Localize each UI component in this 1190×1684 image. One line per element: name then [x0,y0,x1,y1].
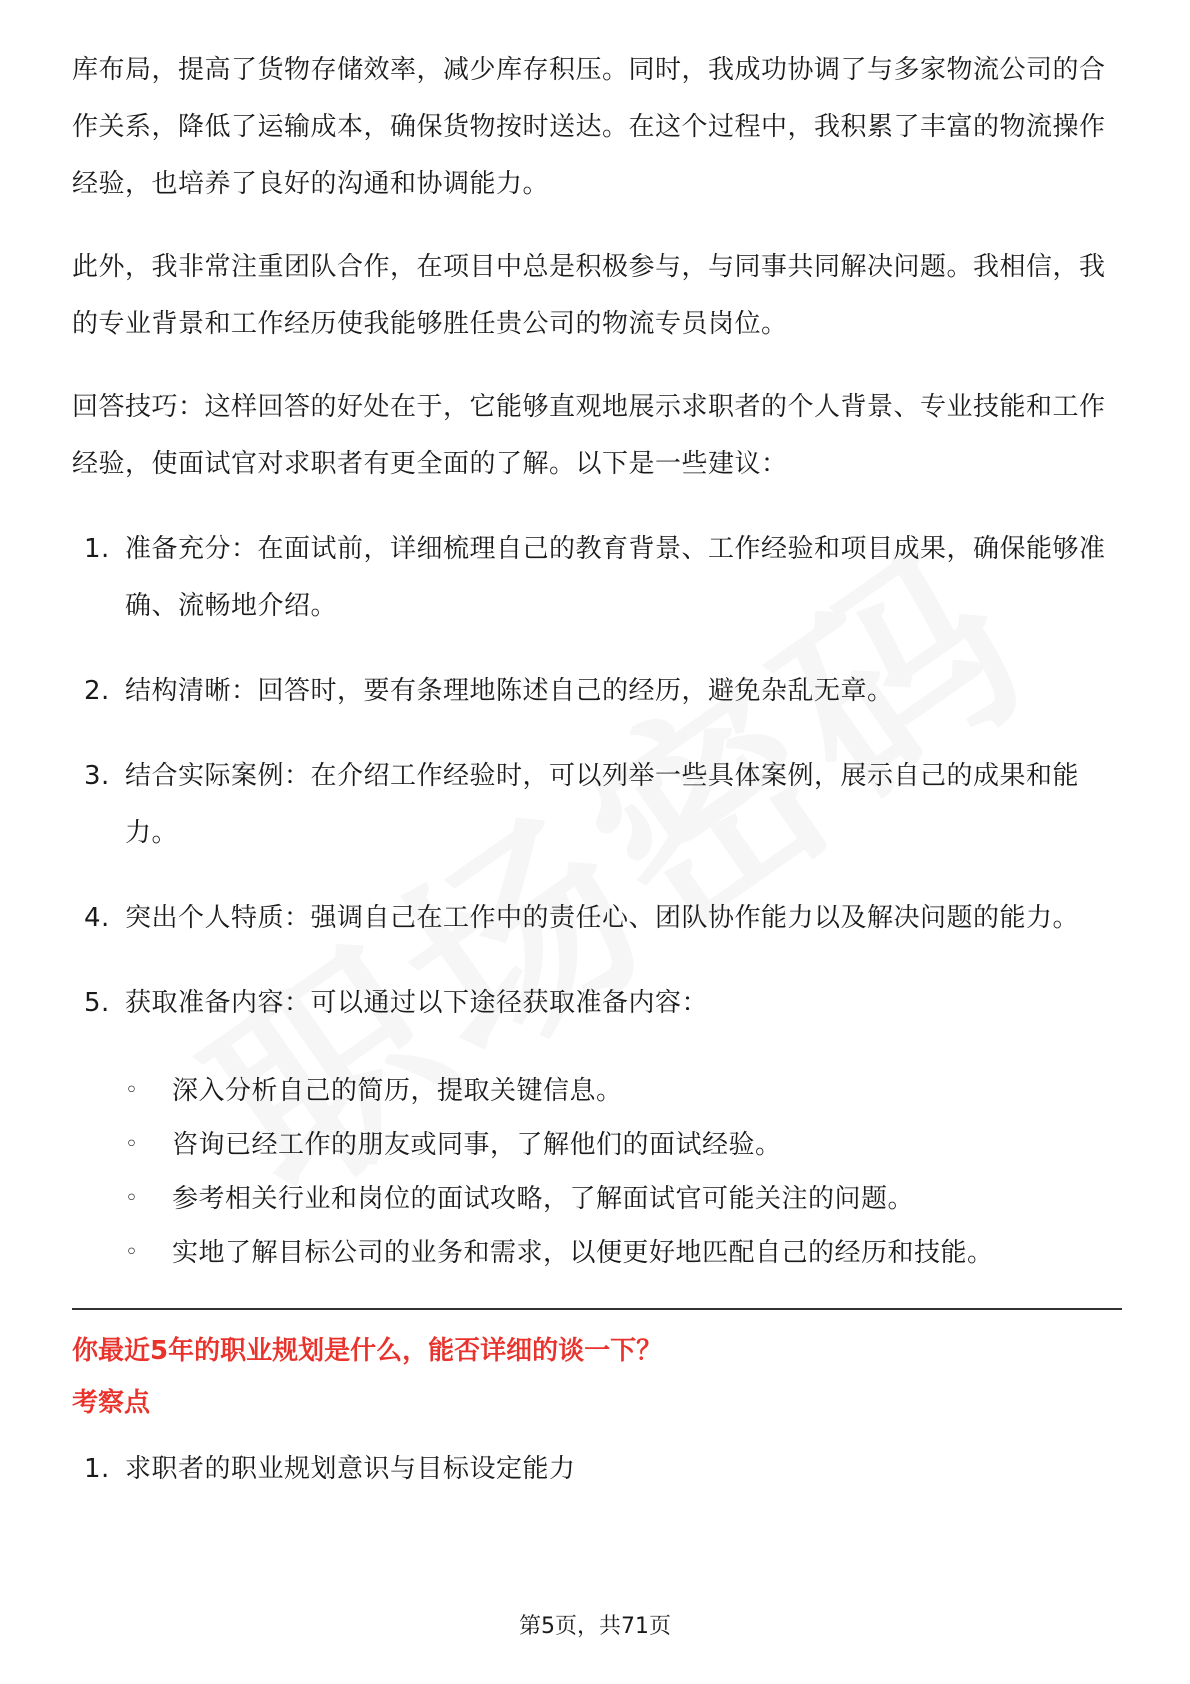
section-title-assessment-points: 考察点 [72,1388,151,1418]
list-item [72,975,1122,1280]
list-number: 2. [84,676,110,706]
sub-list-item [125,1226,1122,1280]
sub-list-item [125,1064,1122,1118]
hollow-bullet-icon: ◦ [125,1186,139,1211]
list-number: 5. [84,988,110,1018]
list-item-text: 准备充分：在面试前，详细梳理自己的教育背景、工作经验和项目成果，确保能够准确、流畅地介绍。 [125,534,1106,621]
list-item [72,890,1122,947]
sub-list-item [125,1118,1122,1172]
list-item [72,748,1122,862]
list-number: 4. [84,903,110,933]
interview-question: 你最近5年的职业规划是什么，能否详细的谈一下？ [72,1336,663,1366]
list-item-text: 求职者的职业规划意识与目标设定能力 [125,1454,576,1484]
list-number: 3. [84,761,110,791]
sub-list-item [125,1172,1122,1226]
list-item [72,1444,1122,1494]
sub-list-item-text: 咨询已经工作的朋友或同事，了解他们的面试经验。 [172,1130,782,1160]
hollow-bullet-icon: ◦ [125,1240,139,1265]
list-item-text: 结合实际案例：在介绍工作经验时，可以列举一些具体案例，展示自己的成果和能力。 [125,761,1080,848]
section-divider [72,1308,1122,1310]
list-item [72,521,1122,635]
paragraph-answer-tips: 回答技巧：这样回答的好处在于，它能够直观地展示求职者的个人背景、专业技能和工作经验，使面试官对求职者有更全面的了解。以下是一些建议： [72,392,1106,479]
paragraph-teamwork: 此外，我非常注重团队合作，在项目中总是积极参与，与同事共同解决问题。我相信，我的专业背景和工作经历使我能够胜任贵公司的物流专员岗位。 [72,252,1106,339]
sub-list-item-text: 参考相关行业和岗位的面试攻略，了解面试官可能关注的问题。 [172,1184,915,1214]
list-item-text: 突出个人特质：强调自己在工作中的责任心、团队协作能力以及解决问题的能力。 [125,903,1080,933]
list-item [72,663,1122,720]
tips-list [72,521,1122,1280]
hollow-bullet-icon: ◦ [125,1132,139,1157]
sub-bullet-list [125,1064,1122,1280]
assessment-points-list [72,1444,1122,1494]
paragraph-experience: 库布局，提高了货物存储效率，减少库存积压。同时，我成功协调了与多家物流公司的合作关系，降低了运输成本，确保货物按时送达。在这个过程中，我积累了丰富的物流操作经验，也培养了良好的沟通和协调能力。 [72,55,1106,199]
list-number: 1. [84,1454,110,1484]
sub-list-item-text: 深入分析自己的简历，提取关键信息。 [172,1076,623,1106]
document-page [72,0,1122,1494]
list-number: 1. [84,534,110,564]
hollow-bullet-icon: ◦ [125,1078,139,1103]
sub-list-item-text: 实地了解目标公司的业务和需求，以便更好地匹配自己的经历和技能。 [172,1238,994,1268]
list-item-text: 结构清晰：回答时，要有条理地陈述自己的经历，避免杂乱无章。 [125,676,894,706]
page-footer: 第5页，共71页 [519,1614,671,1639]
list-item-text: 获取准备内容：可以通过以下途径获取准备内容： [125,988,709,1018]
